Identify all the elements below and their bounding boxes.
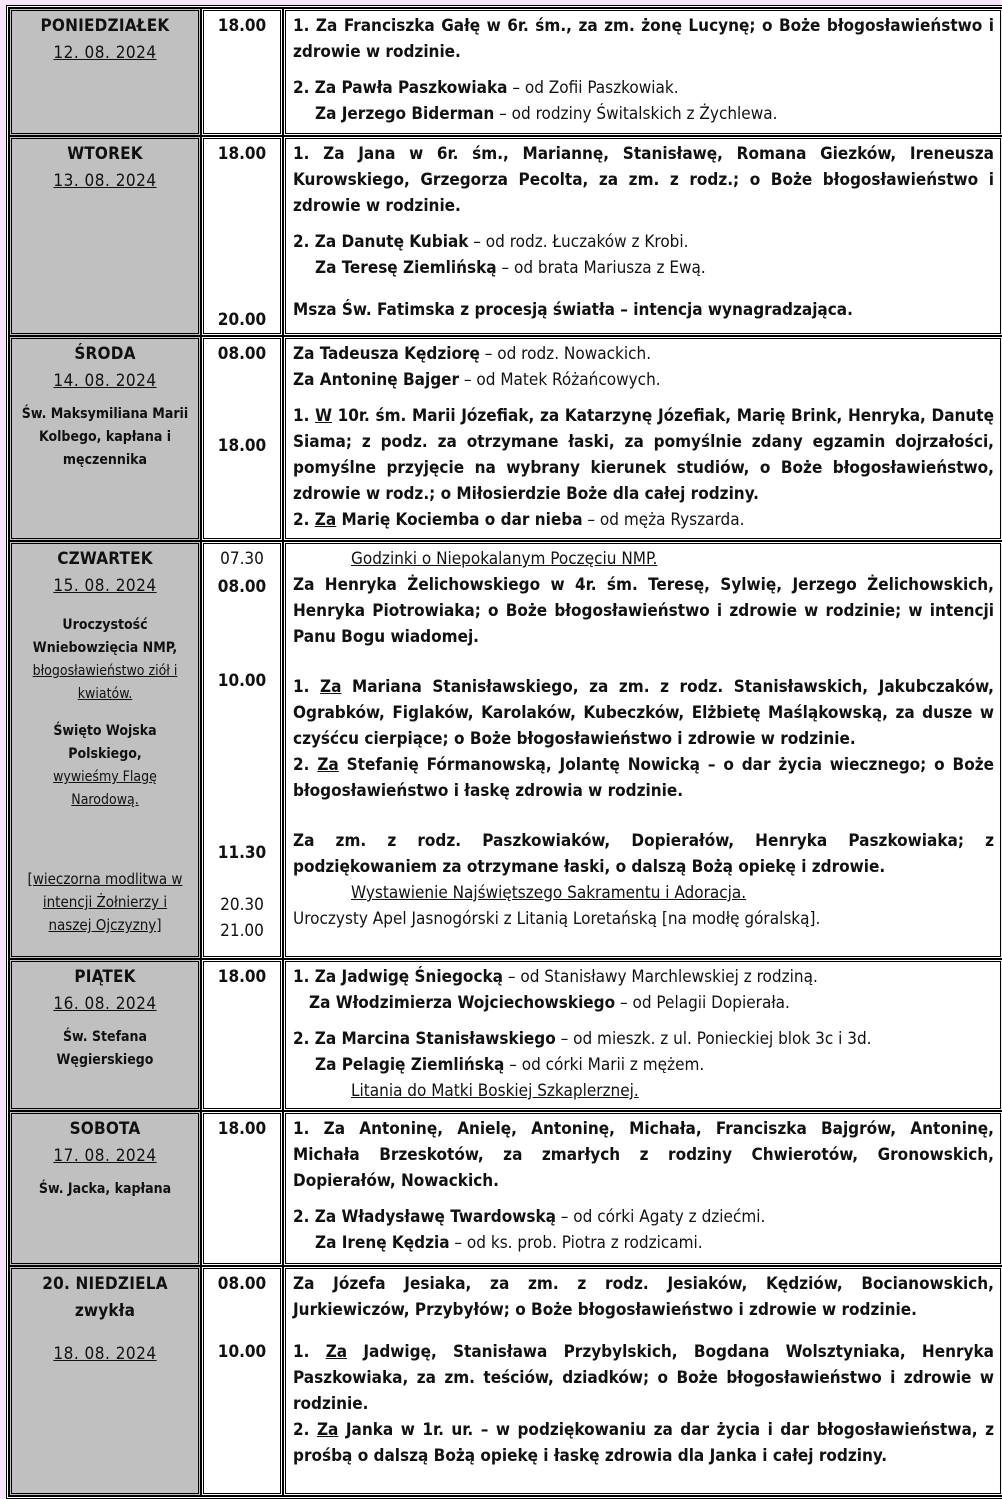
intention-entry: 2. Za Władysławę Twardowską – od córki Agaty z dziećmi. — [293, 1207, 766, 1227]
mass-time: 20.00 — [217, 310, 267, 330]
intention-entry: 2. Za Marcina Stanisławskiego – od mieszk. z ul. Ponieckiej blok 3c i 3d. — [293, 1029, 872, 1049]
intention-entry: Za Irenę Kędzia – od ks. prob. Piotra z rodzicami. — [315, 1233, 703, 1253]
flag-note: wywieśmy Flagę Narodową. — [53, 769, 157, 808]
intentions-cell — [283, 336, 1002, 541]
devotion-entry: Wystawienie Najświętszego Sakramentu i Adoracja. — [351, 883, 747, 903]
day-name: WTOREK — [67, 144, 143, 164]
time-cell — [201, 8, 283, 136]
mass-time: 18.00 — [217, 1119, 267, 1139]
intentions-cell — [283, 8, 1002, 136]
day-date: 12. 08. 2024 — [53, 43, 157, 63]
mass-time: 08.00 — [217, 344, 267, 364]
mass-time: 11.30 — [217, 843, 267, 863]
time-cell — [201, 959, 283, 1111]
devotion-entry: Uroczysty Apel Jasnogórski z Litanią Loretańską [na modłę góralską]. — [293, 909, 821, 929]
evening-prayer-note: [wieczorna modlitwa w intencji Żołnierzy i naszej Ojczyzny] — [27, 870, 183, 934]
feast-note: Uroczystość Wniebowzięcia NMP, — [32, 617, 178, 656]
intention-entry: Za zm. z rodz. Paszkowiaków, Dopierałów, Henryka Paszkowiaka; z podziękowaniem za otrzymane łaski, o dalszą Bożą opiekę i zdrowie. — [293, 831, 994, 877]
day-cell — [9, 1266, 201, 1496]
day-date: 18. 08. 2024 — [53, 1344, 157, 1364]
mass-time: 21.00 — [220, 921, 264, 941]
feast-note: Św. Stefana Węgierskiego — [56, 1029, 154, 1068]
time-cell — [201, 1111, 283, 1266]
day-row-thursday — [9, 541, 1002, 959]
intentions-cell — [283, 959, 1002, 1111]
intention-entry: 1. Za Jana w 6r. śm., Mariannę, Stanisławę, Romana Giezków, Ireneusza Kurowskiego, Grzegorza Pecolta, za zm. z rodz.; o Boże błogosławieństwo i zdrowie w rodzinie. — [293, 144, 994, 216]
time-cell — [201, 1266, 283, 1496]
intentions-cell — [283, 1266, 1002, 1496]
intention-entry: Za Jerzego Biderman – od rodziny Świtalskich z Żychlewa. — [315, 104, 778, 124]
intention-entry: 2. Za Pawła Paszkowiaka – od Zofii Paszkowiak. — [293, 78, 679, 98]
intention-entry: Za Teresę Ziemlińską – od brata Mariusza z Ewą. — [315, 258, 706, 278]
blessing-note: błogosławieństwo ziół i kwiatów. — [32, 663, 178, 702]
time-cell — [201, 336, 283, 541]
day-cell — [9, 136, 201, 336]
day-date: 15. 08. 2024 — [53, 576, 157, 596]
intention-entry: Msza Św. Fatimska z procesją światła – intencja wynagradzająca. — [293, 300, 853, 320]
day-cell — [9, 541, 201, 959]
mass-time: 18.00 — [217, 144, 267, 164]
intentions-cell — [283, 541, 1002, 959]
time-cell — [201, 136, 283, 336]
day-cell — [9, 8, 201, 136]
day-row-monday — [9, 8, 1002, 136]
day-row-tuesday — [9, 136, 1002, 336]
intention-entry: 2. Za Janka w 1r. ur. – w podziękowaniu za dar życia i dar błogosławieństwa, z prośbą o dalszą Bożą opiekę i łaskę zdrowia dla Janka i całej rodziny. — [293, 1420, 994, 1466]
feast-note: Św. Jacka, kapłana — [38, 1181, 172, 1197]
time-cell — [201, 541, 283, 959]
intention-entry: Za Antoninę Bajger – od Matek Różańcowych. — [293, 370, 661, 390]
day-row-sunday — [9, 1266, 1002, 1496]
day-cell — [9, 959, 201, 1111]
intention-entry: 2. Za Marię Kociemba o dar nieba – od męża Ryszarda. — [293, 510, 745, 530]
intention-entry: 1. W 10r. śm. Marii Józefiak, za Katarzynę Józefiak, Marię Brink, Henryka, Danutę Siama; z podz. za otrzymane łaski, za pomyślnie zdany egzamin dojrzałości, pomyślne przyjęcie na wybrany kierunek studiów, o Boże błogosławieństwo, zdrowie w rodz.; o Miłosierdzie Boże dla całej rodziny. — [293, 406, 994, 504]
mass-time: 08.00 — [217, 1274, 267, 1294]
day-date: 13. 08. 2024 — [53, 171, 157, 191]
mass-time: 10.00 — [217, 1342, 267, 1362]
intention-entry: 1. Za Franciszka Gałę w 6r. śm., za zm. żonę Lucynę; o Boże błogosławieństwo i zdrowie w rodzinie. — [293, 16, 994, 62]
intention-entry: 1. Za Antoninę, Anielę, Antoninę, Michała, Franciszka Bajgrów, Antoninę, Michała Brzeskotów, za zmarłych z rodziny Chwierotów, Gronowskich, Dopierałów, Nowackich. — [293, 1119, 994, 1191]
holiday-note: Święto Wojska Polskiego, — [53, 723, 157, 762]
intentions-cell — [283, 1111, 1002, 1266]
mass-time: 18.00 — [217, 967, 267, 987]
day-name: CZWARTEK — [57, 549, 153, 569]
mass-intentions-page — [6, 5, 1000, 1499]
feast-note: Św. Maksymiliana Marii Kolbego, kapłana i męczennika — [21, 406, 189, 468]
mass-time: 18.00 — [217, 16, 267, 36]
intention-entry: 1. Za Mariana Stanisławskiego, za zm. z rodz. Stanisławskich, Jakubczaków, Ograbków, Figlaków, Karolaków, Kubeczków, Elżbietę Maśląkowską, za dusze w czyśćcu cierpiące; o Boże błogosławieństwo i zdrowie w rodzinie. — [293, 677, 994, 749]
mass-time: 08.00 — [217, 577, 267, 597]
intention-entry: 1. Za Jadwigę Śniegocką – od Stanisławy Marchlewskiej z rodziną. — [293, 967, 818, 987]
day-date: 14. 08. 2024 — [53, 371, 157, 391]
day-date: 17. 08. 2024 — [53, 1146, 157, 1166]
mass-time: 18.00 — [217, 436, 267, 456]
devotion-entry: Litania do Matki Boskiej Szkaplerznej. — [351, 1081, 639, 1101]
day-name: PIĄTEK — [74, 967, 136, 987]
mass-time: 07.30 — [220, 549, 264, 569]
mass-time: 20.30 — [220, 895, 264, 915]
intention-entry: Za Józefa Jesiaka, za zm. z rodz. Jesiaków, Kędziów, Bocianowskich, Jurkiewiczów, Przybyłów; o Boże błogosławieństwo i zdrowie w rodzinie. — [293, 1274, 994, 1320]
mass-intentions-table — [6, 5, 1002, 1499]
intentions-cell — [283, 136, 1002, 336]
day-name: PONIEDZIAŁEK — [40, 16, 170, 36]
intention-entry: 2. Za Stefanię Fórmanowską, Jolantę Nowicką – o dar życia wiecznego; o Boże błogosławieństwo i łaskę zdrowia w rodzinie. — [293, 755, 994, 801]
intention-entry: 1. Za Jadwigę, Stanisława Przybylskich, Bogdana Wolsztyniaka, Henryka Paszkowiaka, za zm. teściów, dziadków; o Boże błogosławieństwo i zdrowie w rodzinie. — [293, 1342, 994, 1414]
intention-entry: Za Włodzimierza Wojciechowskiego – od Pelagii Dopierała. — [309, 993, 790, 1013]
day-date: 16. 08. 2024 — [53, 994, 157, 1014]
devotion-entry: Godzinki o Niepokalanym Poczęciu NMP. — [351, 549, 658, 569]
mass-time: 10.00 — [217, 671, 267, 691]
day-subname: zwykła — [74, 1301, 136, 1321]
day-cell — [9, 1111, 201, 1266]
intention-entry: Za Henryka Żelichowskiego w 4r. śm. Teresę, Sylwię, Jerzego Żelichowskich, Henryka Piotrowiaka; o Boże błogosławieństwo i zdrowie w rodzinie; w intencji Panu Bogu wiadomej. — [293, 575, 994, 647]
day-row-friday — [9, 959, 1002, 1111]
intention-entry: Za Tadeusza Kędziorę – od rodz. Nowackich. — [293, 344, 652, 364]
intention-entry: Za Pelagię Ziemlińską – od córki Marii z mężem. — [315, 1055, 705, 1075]
day-row-saturday — [9, 1111, 1002, 1266]
intention-entry: 2. Za Danutę Kubiak – od rodz. Łuczaków z Krobi. — [293, 232, 689, 252]
day-cell — [9, 336, 201, 541]
day-row-wednesday — [9, 336, 1002, 541]
day-name: SOBOTA — [69, 1119, 141, 1139]
day-name: 20. NIEDZIELA — [42, 1274, 168, 1294]
day-name: ŚRODA — [74, 344, 136, 364]
